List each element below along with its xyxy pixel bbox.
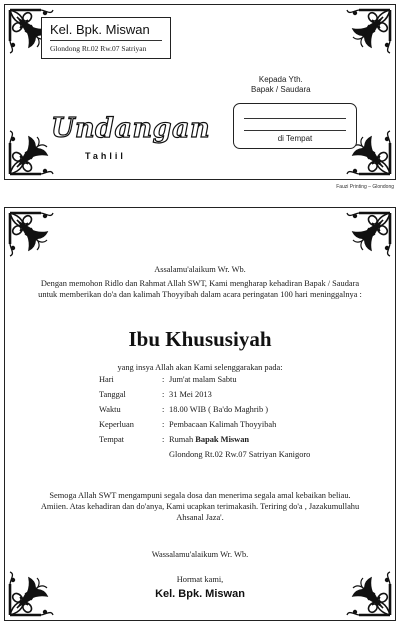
detail-value: [169, 435, 249, 444]
detail-row-tempat: [99, 435, 359, 450]
corner-ornament-icon: [341, 7, 393, 59]
detail-colon: :: [162, 420, 165, 429]
detail-value: Pembacaan Kalimah Thoyyibah: [169, 420, 277, 429]
address-line-1: [244, 118, 346, 119]
detail-row-waktu: [99, 405, 359, 420]
detail-label: Tanggal: [99, 390, 126, 399]
invitation-title: Undangan: [51, 113, 211, 144]
recipient-address-box: [233, 103, 357, 149]
sender-divider: [50, 40, 162, 41]
greeting: Assalamu'alaikum Wr. Wb.: [154, 265, 246, 274]
detail-colon: :: [162, 405, 165, 414]
sender-address: Glondong Rt.02 Rw.07 Satriyan: [50, 44, 147, 53]
intro-paragraph: Dengan memohon Ridlo dan Rahmat Allah SWT, Kami mengharap kehadiran Bapak / Saudara untuk memberikan do'a dan kalimah Thoyyibah dalam acara peringatan 100 hari meninggalnya :: [38, 279, 362, 299]
invitation-body: [5, 208, 395, 620]
signer-name: Kel. Bpk. Miswan: [155, 588, 245, 600]
recipient-line-2: Bapak / Saudara: [251, 85, 311, 94]
held-line: yang insya Allah akan Kami selenggarakan pada:: [117, 363, 283, 372]
deceased-name: Ibu Khususiyah: [128, 327, 272, 351]
place-label: di Tempat: [277, 134, 313, 143]
detail-row-hari: [99, 375, 359, 390]
invitation-subtitle: Tahlil: [85, 151, 126, 161]
detail-value: Jum'at malam Sabtu: [169, 375, 237, 384]
detail-row-address: [99, 450, 359, 465]
detail-colon: :: [162, 435, 165, 444]
tempat-prefix: Rumah: [169, 435, 194, 444]
tempat-host: Bapak Miswan: [195, 435, 250, 444]
detail-colon: :: [162, 375, 165, 384]
address-line-2: [244, 130, 346, 131]
invitation-card: [4, 207, 396, 621]
detail-label: Waktu: [99, 405, 121, 414]
detail-label: Keperluan: [99, 420, 134, 429]
detail-label: Tempat: [99, 435, 124, 444]
farewell: Wassalamu'alaikum Wr. Wb.: [151, 550, 249, 559]
recipient-heading: [251, 75, 311, 95]
detail-colon: :: [162, 390, 165, 399]
sender-name: Kel. Bpk. Miswan: [50, 22, 150, 37]
recipient-line-1: Kepada Yth.: [258, 75, 303, 84]
detail-row-tanggal: [99, 390, 359, 405]
closing-paragraph: Semoga Allah SWT mengampuni segala dosa dan menerima segala amal kebaikan beliau. Amiien. Atas kehadiran dan do'anya, Kami ucapkan terimakasih. Teriring do'a , Jazakumullahu Ahsanal Jaza'.: [40, 491, 360, 522]
detail-value: 18.00 WIB ( Ba'do Maghrib ): [169, 405, 269, 414]
detail-address: Glondong Rt.02 Rw.07 Satriyan Kanigoro: [169, 450, 311, 459]
detail-row-keperluan: [99, 420, 359, 435]
detail-value: 31 Mei 2013: [169, 390, 212, 399]
event-details: [99, 375, 359, 465]
detail-label: Hari: [99, 375, 114, 384]
envelope-card: [4, 4, 396, 180]
sender-label-box: [41, 17, 171, 59]
printer-credit: Fauzi Printing – Glondong: [336, 184, 394, 190]
regards: Hormat kami,: [176, 575, 224, 584]
